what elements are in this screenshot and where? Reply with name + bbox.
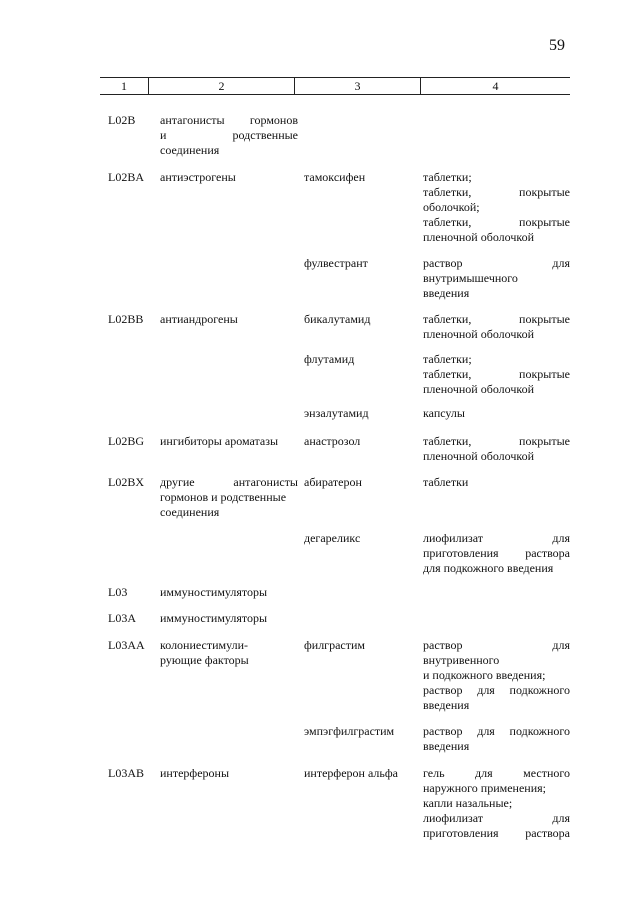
dosage-forms-line: раствор для подкожного — [423, 724, 570, 738]
drug-name: бикалутамид — [304, 312, 371, 326]
drug-name: эмпэгфилграстим — [304, 724, 395, 738]
dosage-forms-line: таблетки; — [423, 352, 472, 366]
atc-group-name — [160, 312, 298, 327]
atc-code: L03AB — [108, 766, 144, 780]
dosage-forms-line: раствор для — [423, 638, 570, 652]
dosage-forms — [423, 170, 570, 245]
dosage-forms-line: раствор для — [423, 256, 570, 270]
drug-name: энзалутамид — [304, 406, 369, 420]
dosage-forms-line: таблетки, покрытые — [423, 185, 570, 199]
dosage-forms — [423, 766, 570, 841]
dosage-forms — [423, 406, 570, 421]
dosage-forms-line: внутримышечного — [423, 271, 518, 285]
dosage-forms-line: пленочной оболочкой — [423, 230, 535, 244]
dosage-forms — [423, 638, 570, 713]
drug-name: тамоксифен — [304, 170, 366, 184]
drug-name: дегареликс — [304, 531, 361, 545]
atc-code: L02BX — [108, 475, 144, 489]
atc-group-name-line: антиандрогены — [160, 312, 238, 326]
dosage-forms-line: наружного применения; — [423, 781, 546, 795]
dosage-forms-line: пленочной оболочкой — [423, 327, 535, 341]
drug-name: абиратерон — [304, 475, 362, 489]
atc-group-name — [160, 585, 298, 600]
dosage-forms-line: приготовления раствора — [423, 826, 570, 840]
atc-group-name — [160, 170, 298, 185]
dosage-forms-line: и подкожного введения; — [423, 668, 546, 682]
atc-code: L02B — [108, 113, 136, 127]
dosage-forms-line: капсулы — [423, 406, 465, 420]
atc-group-name — [160, 766, 298, 781]
dosage-forms-line: таблетки, покрытые — [423, 215, 570, 229]
dosage-forms-line: внутривенного — [423, 653, 500, 667]
header-col-2: 2 — [218, 79, 225, 93]
dosage-forms-line: введения — [423, 739, 470, 753]
dosage-forms-line: таблетки — [423, 475, 469, 489]
dosage-forms-line: лиофилизат для — [423, 811, 570, 825]
dosage-forms-line: лиофилизат для — [423, 531, 570, 545]
dosage-forms-line: введения — [423, 286, 470, 300]
dosage-forms — [423, 724, 570, 754]
drug-name: анастрозол — [304, 434, 361, 448]
drug-name: филграстим — [304, 638, 366, 652]
atc-group-name-line: иммуностимуляторы — [160, 585, 268, 599]
atc-group-name — [160, 611, 298, 626]
atc-group-name-line: и родственные — [160, 128, 298, 142]
atc-code: L02BB — [108, 312, 144, 326]
atc-group-name-line: колониестимули- — [160, 638, 248, 652]
dosage-forms-line: раствор для подкожного — [423, 683, 570, 697]
atc-group-name-line: интерфероны — [160, 766, 229, 780]
atc-group-name-line: антиэстрогены — [160, 170, 236, 184]
dosage-forms-line: оболочкой; — [423, 200, 480, 214]
table-header — [100, 77, 570, 95]
dosage-forms — [423, 312, 570, 342]
dosage-forms-line: гель для местного — [423, 766, 570, 780]
dosage-forms-line: капли назальные; — [423, 796, 513, 810]
dosage-forms — [423, 256, 570, 301]
atc-code: L02BA — [108, 170, 144, 184]
header-col-1: 1 — [121, 79, 127, 93]
atc-group-name-line: соединения — [160, 505, 220, 519]
drug-name: интерферон альфа — [304, 766, 398, 780]
atc-group-name — [160, 475, 298, 520]
atc-group-name — [160, 638, 298, 668]
dosage-forms — [423, 352, 570, 397]
atc-code: L03 — [108, 585, 128, 599]
dosage-forms-line: таблетки, покрытые — [423, 312, 570, 326]
atc-group-name-line: ингибиторы ароматазы — [160, 434, 279, 448]
drug-name: фулвестрант — [304, 256, 368, 270]
dosage-forms — [423, 531, 570, 576]
dosage-forms-line: таблетки, покрытые — [423, 434, 570, 448]
atc-group-name-line: рующие факторы — [160, 653, 249, 667]
dosage-forms-line: для подкожного введения — [423, 561, 554, 575]
atc-code: L03A — [108, 611, 136, 625]
atc-group-name — [160, 434, 298, 449]
atc-group-name-line: другие антагонисты — [160, 475, 298, 489]
page-number: 59 — [549, 37, 565, 54]
dosage-forms-line: приготовления раствора — [423, 546, 570, 560]
header-col-4: 4 — [492, 79, 499, 93]
atc-group-name-line: иммуностимуляторы — [160, 611, 268, 625]
dosage-forms-line: пленочной оболочкой — [423, 382, 535, 396]
dosage-forms — [423, 475, 570, 490]
atc-group-name — [160, 113, 298, 158]
drug-name: флутамид — [304, 352, 355, 366]
atc-code: L03AA — [108, 638, 145, 652]
atc-group-name-line: соединения — [160, 143, 220, 157]
dosage-forms-line: таблетки; — [423, 170, 472, 184]
dosage-forms-line: введения — [423, 698, 470, 712]
dosage-forms — [423, 434, 570, 464]
dosage-forms-line: пленочной оболочкой — [423, 449, 535, 463]
atc-group-name-line: гормонов и родственные — [160, 490, 287, 504]
atc-code: L02BG — [108, 434, 144, 448]
header-col-3: 3 — [354, 79, 361, 93]
atc-group-name-line: антагонисты гормонов — [160, 113, 298, 127]
dosage-forms-line: таблетки, покрытые — [423, 367, 570, 381]
